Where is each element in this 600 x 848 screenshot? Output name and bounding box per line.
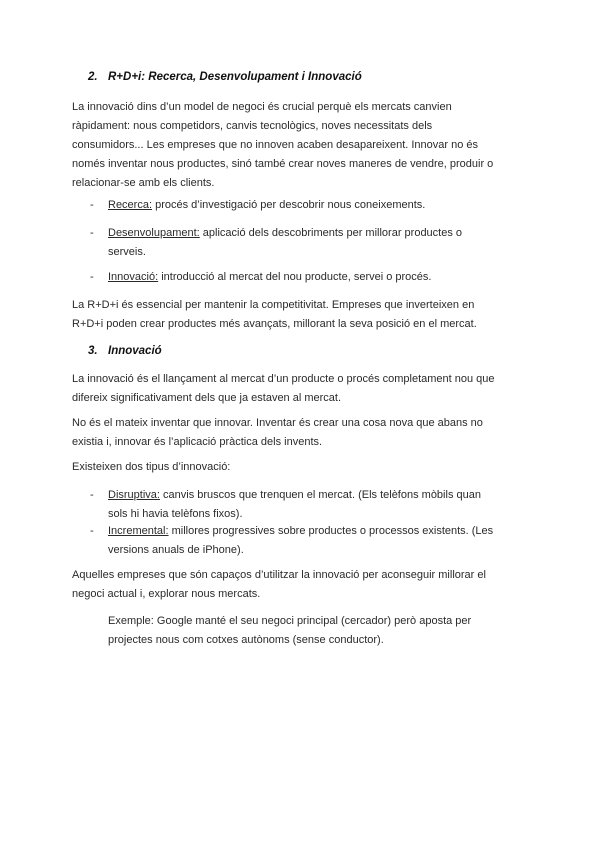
bullet-text-continued: sols hi havia telèfons fixos). bbox=[108, 508, 243, 520]
bullet-dash: - bbox=[90, 199, 94, 211]
section-3-paragraph-3 bbox=[72, 458, 532, 477]
bullet-term: Desenvolupament: bbox=[108, 227, 200, 239]
section-2-title: R+D+i: Recerca, Desenvolupament i Innovació bbox=[108, 71, 362, 83]
section-3-heading bbox=[88, 342, 162, 361]
bullet-text: canvis bruscos que trenquen el mercat. (Els telèfons mòbils quan bbox=[159, 489, 481, 501]
bullet-text-continued: versions anuals de iPhone). bbox=[108, 544, 244, 556]
bullet-text: introducció al mercat del nou producte, servei o procés. bbox=[158, 271, 432, 283]
section-2-closing bbox=[72, 296, 532, 334]
bullet-incremental bbox=[90, 522, 510, 560]
section-2-intro bbox=[72, 98, 532, 193]
section-2-heading bbox=[88, 68, 362, 87]
bullet-term: Recerca: bbox=[108, 199, 153, 211]
bullet-text: aplicació dels descobriments per millorar productes o bbox=[199, 227, 463, 239]
section-3-title: Innovació bbox=[108, 345, 162, 357]
text-line: ràpidament: nous competidors, canvis tecnològics, noves necessitats dels bbox=[72, 120, 433, 132]
section-3-paragraph-2 bbox=[72, 414, 532, 452]
text-line: Aquelles empreses que són capaços d’utilitzar la innovació per aconseguir millorar el bbox=[72, 569, 486, 581]
text-line: La innovació dins d’un model de negoci és crucial perquè els mercats canvien bbox=[72, 101, 452, 113]
bullet-term: Incremental: bbox=[108, 525, 169, 537]
text-line: Existeixen dos tipus d’innovació: bbox=[72, 461, 231, 473]
text-line: Exemple: Google manté el seu negoci principal (cercador) però aposta per bbox=[108, 615, 472, 627]
bullet-disruptiva bbox=[90, 486, 510, 524]
text-line: projectes nous com cotxes autònoms (sense conductor). bbox=[108, 634, 384, 646]
bullet-text: procés d’investigació per descobrir nous coneixements. bbox=[152, 199, 426, 211]
text-line: No és el mateix inventar que innovar. Inventar és crear una cosa nova que abans no bbox=[72, 417, 483, 429]
section-3-paragraph-4 bbox=[72, 566, 532, 604]
bullet-desenvolupament bbox=[90, 224, 510, 262]
text-line: consumidors... Les empreses que no innoven acaben desapareixent. Innovar no és bbox=[72, 139, 479, 151]
text-line: negoci actual i, explorar nous mercats. bbox=[72, 588, 261, 600]
example-note bbox=[108, 612, 528, 650]
bullet-text: millores progressives sobre productes o processos existents. (Les bbox=[168, 525, 494, 537]
text-line: només inventar nous productes, sinó també crear noves maneres de vendre, produir o bbox=[72, 158, 494, 170]
section-2-number: 2. bbox=[88, 71, 98, 83]
text-line: difereix significativament dels que ja estaven al mercat. bbox=[72, 392, 342, 404]
section-3-number: 3. bbox=[88, 345, 98, 357]
bullet-recerca bbox=[90, 196, 510, 215]
bullet-term: Disruptiva: bbox=[108, 489, 160, 501]
bullet-term: Innovació: bbox=[108, 271, 159, 283]
text-line: La R+D+i és essencial per mantenir la competitivitat. Empreses que inverteixen en bbox=[72, 299, 475, 311]
text-line: relacionar-se amb els clients. bbox=[72, 177, 215, 189]
bullet-dash: - bbox=[90, 525, 94, 537]
bullet-dash: - bbox=[90, 227, 94, 239]
bullet-innovacio bbox=[90, 268, 510, 287]
section-3-paragraph-1 bbox=[72, 370, 532, 408]
text-line: La innovació és el llançament al mercat d’un producte o procés completament nou que bbox=[72, 373, 495, 385]
bullet-text-continued: serveis. bbox=[108, 246, 146, 258]
text-line: R+D+i poden crear productes més avançats, millorant la seva posició en el mercat. bbox=[72, 318, 477, 330]
text-line: existia i, innovar és l’aplicació pràctica dels invents. bbox=[72, 436, 323, 448]
bullet-dash: - bbox=[90, 489, 94, 501]
bullet-dash: - bbox=[90, 271, 94, 283]
